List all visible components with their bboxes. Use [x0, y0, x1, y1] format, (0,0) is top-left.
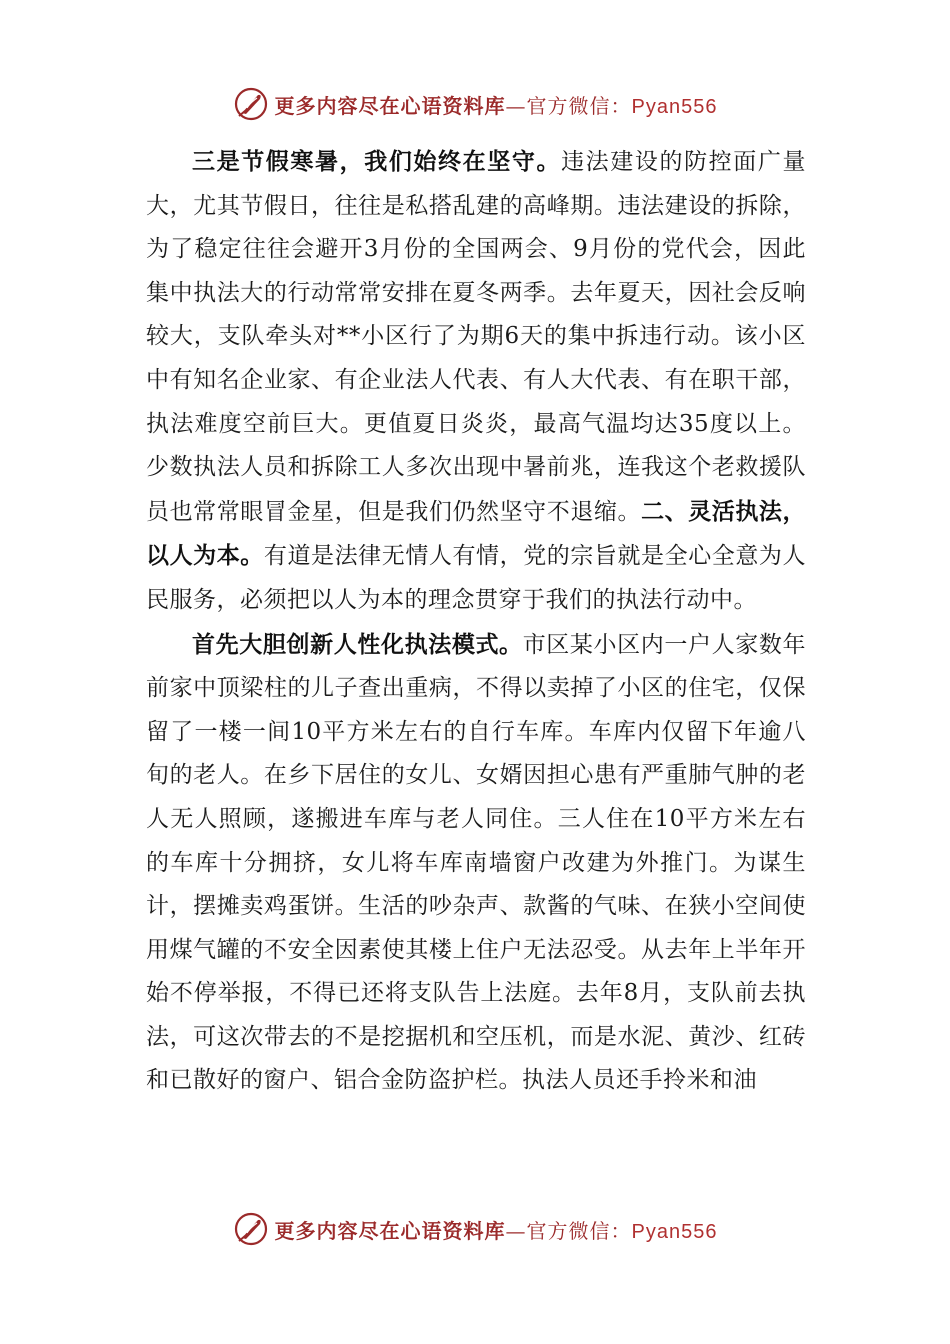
banner-wechat-id: Pyan556 [631, 1220, 718, 1243]
banner-separator: — [505, 93, 527, 118]
footer-banner [0, 1209, 950, 1249]
document-body [146, 140, 806, 1103]
banner-text [275, 90, 718, 119]
paragraph-1 [146, 140, 806, 623]
paragraph-2-body: 市区某小区内一户人家数年前家中顶梁柱的儿子查出重病，不得以卖掉了小区的住宅，仅保留了一楼一间10平方米左右的自行车库。车库内仅留下年逾八旬的老人。在乡下居住的女儿、女婿因担心患有严重肺气肿的老人无人照顾，遂搬进车库与老人同住。三人住在10平方米左右的车库十分拥挤，女儿将车库南墙窗户改建为外推门。为谋生计，摆摊卖鸡蛋饼。生活的吵杂声、款酱的气味、在狭小空间使用煤气罐的不安全因素使其楼上住户无法忍受。从去年上半年开始不停举报，不得已还将支队告上法庭。去年8月，支队前去执法，可这次带去的不是挖据机和空压机，而是水泥、黄沙、红砖和已散好的窗户、铝合金防盗护栏。执法人员还手拎米和油 [146, 631, 807, 1094]
banner-wechat-label: 官方微信： [526, 1218, 632, 1243]
banner-site-name: 更多内容尽在心语资料库 [274, 93, 506, 118]
banner-wechat-label: 官方微信： [526, 93, 632, 118]
banner-wechat-id: Pyan556 [631, 95, 718, 118]
banner-text [275, 1215, 718, 1244]
paragraph-1-lead: 三是节假寒暑，我们始终在坚守。 [192, 148, 562, 175]
quill-logo-icon [233, 86, 269, 122]
header-banner [0, 84, 950, 124]
banner-site-name: 更多内容尽在心语资料库 [274, 1218, 506, 1243]
paragraph-1-body-2: 有道是法律无情人有情，党的宗旨就是全心全意为人民服务，必须把以人为本的理念贯穿于我们的执法行动中。 [146, 543, 807, 613]
section-heading-2: 二、灵活执法，以人为本。 [146, 497, 807, 570]
banner-separator: — [505, 1218, 527, 1243]
quill-logo-icon [233, 1211, 269, 1247]
paragraph-2 [146, 623, 806, 1104]
paragraph-1-body: 违法建设的防控面广量大，尤其节假日，往往是私搭乱建的高峰期。违法建设的拆除，为了稳定往往会避开3月份的全国两会、9月份的党代会，因此集中执法大的行动常常安排在夏冬两季。去年夏天，因社会反响较大，支队牵头对**小区行了为期6天的集中拆违行动。该小区中有知名企业家、有企业法人代表、有人大代表、有在职干部，执法难度空前巨大。更值夏日炎炎，最高气温均达35度以上。少数执法人员和拆除工人多次出现中暑前兆，连我这个老救援队员也常常眼冒金星，但是我们仍然坚守不退缩。 [146, 149, 807, 525]
paragraph-2-lead: 首先大胆创新人性化执法模式。 [192, 630, 523, 658]
